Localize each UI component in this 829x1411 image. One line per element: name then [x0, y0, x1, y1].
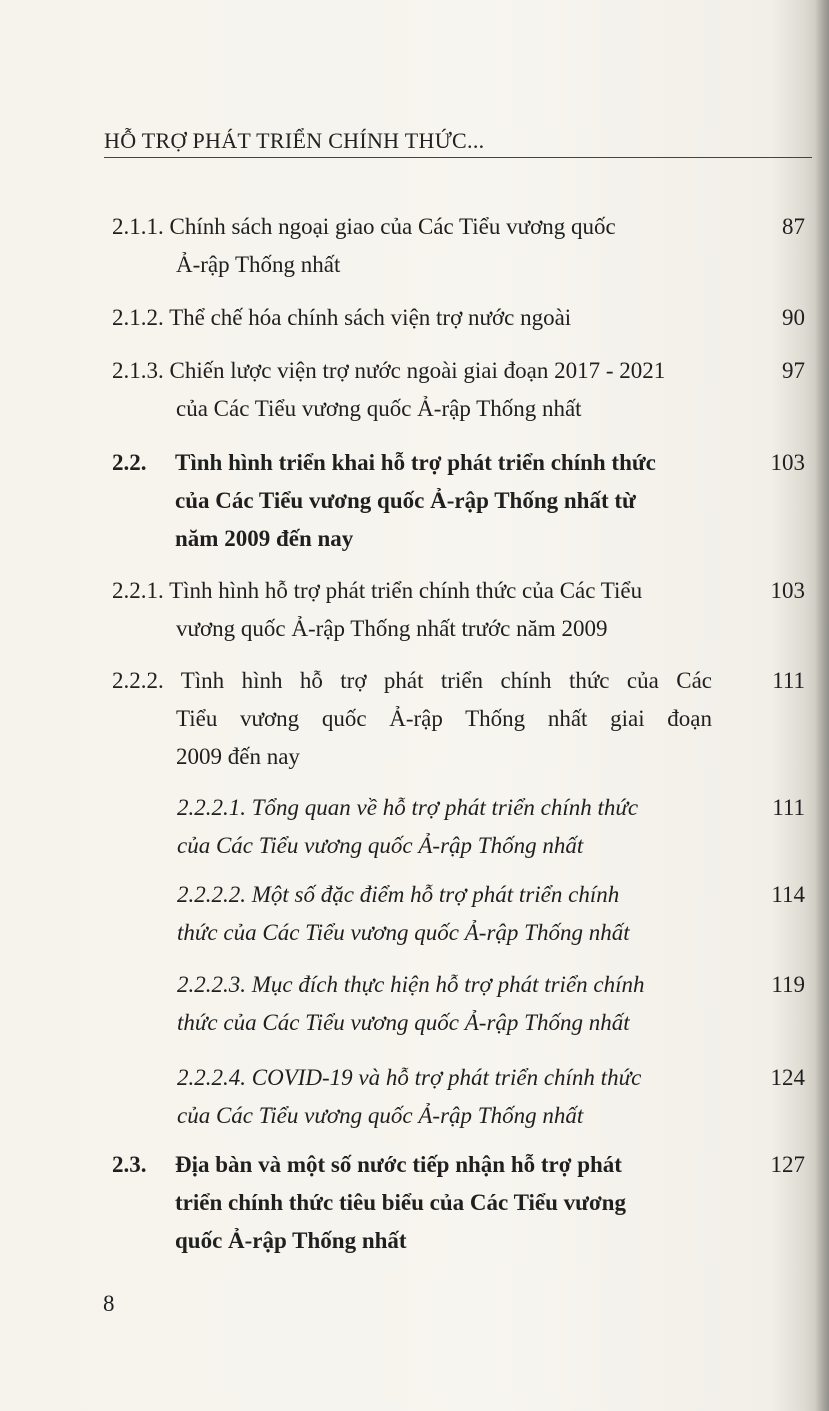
toc-entry: [112, 352, 712, 428]
toc-page-number: 111: [772, 795, 805, 820]
toc-entry: [177, 876, 717, 952]
toc-entry-line: 2.2.2.1. Tổng quan về hỗ trợ phát triển chính thức: [177, 795, 639, 820]
toc-entry-line: Ả-rập Thống nhất: [176, 252, 341, 277]
toc-page-number: 97: [782, 358, 805, 383]
toc-entry-line: của Các Tiểu vương quốc Ả-rập Thống nhất: [176, 396, 582, 421]
toc-entry-line: Tình hình triển khai hỗ trợ phát triển chính thức: [175, 450, 656, 475]
toc-page-number: 127: [770, 1152, 805, 1177]
toc-entry: [112, 662, 712, 776]
toc-page-number: 103: [770, 450, 805, 475]
toc-entry: [112, 299, 712, 337]
toc-entry-line: 2.1.3. Chiến lược viện trợ nước ngoài giai đoạn 2017 - 2021: [112, 358, 666, 383]
toc-entry-line: quốc Ả-rập Thống nhất: [175, 1228, 407, 1253]
toc-entry: [112, 208, 712, 284]
toc-page-number: 114: [771, 882, 805, 907]
toc-entry-line: năm 2009 đến nay: [175, 526, 354, 551]
toc-page-number: 103: [770, 578, 805, 603]
toc-page-number: 119: [771, 972, 805, 997]
toc-entry-line: thức của Các Tiểu vương quốc Ả-rập Thống nhất: [177, 920, 630, 945]
toc-entry-line: 2.1.2. Thể chế hóa chính sách viện trợ nước ngoài: [112, 305, 572, 330]
toc-page-number: 87: [782, 214, 805, 239]
toc-entry-line: 2.2.2. Tình hình hỗ trợ phát triển chính thức của Các: [112, 668, 712, 693]
toc-entry-line: triển chính thức tiêu biểu của Các Tiểu vương: [175, 1190, 626, 1215]
toc-entry-line: của Các Tiểu vương quốc Ả-rập Thống nhất: [177, 833, 584, 858]
toc-entry: [112, 572, 712, 648]
toc-entry-line: Tiểu vương quốc Ả-rập Thống nhất giai đoạn: [176, 706, 712, 731]
toc-page-number: 111: [772, 668, 805, 693]
toc-entry-line: 2.2.2.2. Một số đặc điểm hỗ trợ phát triển chính: [177, 882, 620, 907]
toc-entry-line: của Các Tiểu vương quốc Ả-rập Thống nhất từ: [175, 488, 636, 513]
running-head: HỖ TRỢ PHÁT TRIỂN CHÍNH THỨC...: [104, 128, 485, 153]
toc-entry-line: 2.2.2.3. Mục đích thực hiện hỗ trợ phát triển chính: [177, 972, 645, 997]
toc-entry-line: 2.1.1. Chính sách ngoại giao của Các Tiểu vương quốc: [112, 214, 616, 239]
toc-entry: [177, 1059, 717, 1135]
toc-entry-line: Địa bàn và một số nước tiếp nhận hỗ trợ phát: [175, 1152, 622, 1177]
toc-entry: [177, 966, 717, 1042]
toc-entry: [175, 1146, 715, 1260]
toc-entry-line: vương quốc Ả-rập Thống nhất trước năm 2009: [176, 616, 608, 641]
toc-entry-line: 2009 đến nay: [176, 744, 300, 769]
toc-page-number: 124: [770, 1065, 805, 1090]
toc-section-number: 2.3.: [112, 1152, 147, 1177]
toc-entry-line: của Các Tiểu vương quốc Ả-rập Thống nhất: [177, 1103, 584, 1128]
toc-entry-line: 2.2.2.4. COVID-19 và hỗ trợ phát triển chính thức: [177, 1065, 642, 1090]
page-folio-number: 8: [103, 1291, 115, 1316]
toc-section-number: 2.2.: [112, 450, 147, 475]
toc-entry-line: 2.2.1. Tình hình hỗ trợ phát triển chính thức của Các Tiểu: [112, 578, 643, 603]
toc-entry-line: thức của Các Tiểu vương quốc Ả-rập Thống nhất: [177, 1010, 630, 1035]
toc-entry: [177, 789, 717, 865]
toc-page-number: 90: [782, 305, 805, 330]
toc-entry: [175, 444, 715, 558]
